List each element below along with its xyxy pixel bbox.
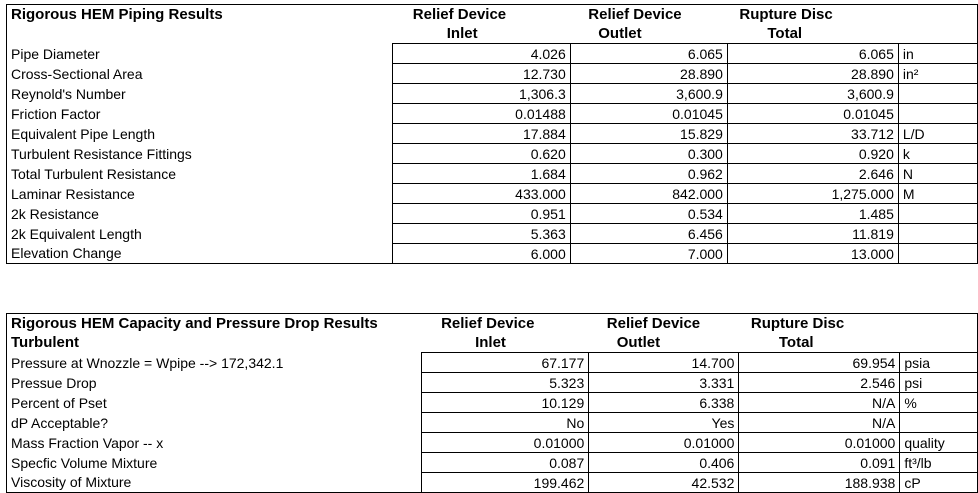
piping-row-label: Laminar Resistance [11, 185, 135, 202]
capacity-relief-outlet-value: 0.406 [589, 453, 739, 473]
piping-row-label: Elevation Change [11, 245, 122, 262]
capacity-rupture-total-value: N/A [739, 413, 900, 433]
piping-rupture-total-value: 3,600.9 [727, 84, 898, 104]
piping-unit [898, 204, 977, 224]
piping-unit [898, 224, 977, 244]
piping-unit: M [898, 184, 977, 204]
piping-relief-outlet-value: 0.01045 [570, 104, 727, 124]
piping-row [7, 184, 978, 204]
capacity-header-row-1 [7, 314, 978, 334]
capacity-row [7, 453, 978, 473]
piping-unit: L/D [898, 124, 977, 144]
capacity-relief-inlet-value: No [421, 413, 589, 433]
capacity-unit [900, 413, 978, 433]
capacity-unit: ft³/lb [900, 453, 978, 473]
piping-relief-inlet-value: 12.730 [393, 64, 571, 84]
piping-relief-inlet-value: 1.684 [393, 164, 571, 184]
capacity-rupture-total-value: 0.01000 [739, 433, 900, 453]
capacity-row-label: Pressure at Wnozzle = Wpipe --> 172,342.1 [11, 354, 284, 371]
piping-rupture-total-value: 1.485 [727, 204, 898, 224]
piping-header-row-2 [7, 24, 978, 44]
capacity-row-label: Mass Fraction Vapor -- x [11, 434, 164, 451]
capacity-relief-outlet-value: 42.532 [589, 473, 739, 493]
capacity-row [7, 433, 978, 453]
capacity-rupture-total-value: 0.091 [739, 453, 900, 473]
capacity-row [7, 413, 978, 433]
capacity-subtitle: Turbulent [11, 333, 80, 351]
capacity-rupture-total-value: N/A [739, 393, 900, 413]
piping-relief-inlet-value: 433.000 [393, 184, 571, 204]
piping-unit [898, 104, 977, 124]
piping-relief-outlet-value: 0.962 [570, 164, 727, 184]
piping-relief-outlet-value: 7.000 [570, 244, 727, 264]
capacity-relief-outlet-value: 6.338 [589, 393, 739, 413]
piping-rupture-total-value: 0.920 [727, 144, 898, 164]
capacity-rupture-total-value: 2.546 [739, 373, 900, 393]
piping-title: Rigorous HEM Piping Results [11, 5, 223, 23]
piping-row [7, 64, 978, 84]
piping-relief-inlet-value: 6.000 [393, 244, 571, 264]
capacity-row-label: Pressue Drop [11, 374, 97, 391]
piping-rupture-total-value: 6.065 [727, 44, 898, 64]
piping-relief-inlet-value: 0.951 [393, 204, 571, 224]
piping-col2-header: Relief Device [588, 5, 682, 23]
piping-relief-outlet-value: 6.456 [570, 224, 727, 244]
capacity-row [7, 473, 978, 493]
capacity-relief-outlet-value: Yes [589, 413, 739, 433]
piping-col1-header: Relief Device [412, 5, 507, 23]
capacity-relief-inlet-value: 5.323 [421, 373, 589, 393]
piping-relief-outlet-value: 842.000 [570, 184, 727, 204]
piping-relief-outlet-value: 15.829 [570, 124, 727, 144]
piping-relief-inlet-value: 0.01488 [393, 104, 571, 124]
capacity-col1-header: Relief Device [441, 314, 535, 332]
piping-row-label: 2k Equivalent Length [11, 225, 142, 242]
piping-rupture-total-value: 0.01045 [727, 104, 898, 124]
capacity-row-label: Viscosity of Mixture [11, 474, 132, 491]
piping-row-label: 2k Resistance [11, 205, 99, 222]
capacity-col3-header: Rupture Disc [750, 314, 845, 332]
capacity-unit: % [900, 393, 978, 413]
piping-relief-outlet-value: 28.890 [570, 64, 727, 84]
piping-relief-inlet-value: 4.026 [393, 44, 571, 64]
capacity-relief-inlet-value: 199.462 [421, 473, 589, 493]
capacity-col2-subheader: Outlet [616, 333, 661, 351]
piping-col3-header: Rupture Disc [739, 5, 833, 23]
piping-row [7, 44, 978, 64]
capacity-unit: psi [900, 373, 978, 393]
piping-row [7, 104, 978, 124]
capacity-row [7, 393, 978, 413]
piping-row [7, 204, 978, 224]
piping-row-label: Total Turbulent Resistance [11, 165, 176, 182]
capacity-row [7, 373, 978, 393]
piping-row-label: Reynold's Number [11, 85, 126, 102]
capacity-unit: cP [900, 473, 978, 493]
piping-relief-inlet-value: 0.620 [393, 144, 571, 164]
piping-row-label: Cross-Sectional Area [11, 65, 143, 82]
piping-col3-subheader: Total [767, 24, 803, 42]
piping-row-label: Pipe Diameter [11, 45, 100, 62]
piping-unit [898, 84, 977, 104]
capacity-relief-inlet-value: 67.177 [421, 353, 589, 373]
piping-rupture-total-value: 2.646 [727, 164, 898, 184]
capacity-relief-outlet-value: 3.331 [589, 373, 739, 393]
piping-row [7, 144, 978, 164]
piping-row-label: Friction Factor [11, 105, 101, 122]
capacity-relief-inlet-value: 0.01000 [421, 433, 589, 453]
capacity-header-row-2 [7, 333, 978, 353]
piping-unit-header [898, 5, 977, 25]
capacity-rupture-total-value: 188.938 [739, 473, 900, 493]
piping-relief-outlet-value: 0.300 [570, 144, 727, 164]
piping-relief-outlet-value: 6.065 [570, 44, 727, 64]
capacity-col3-subheader: Total [778, 333, 814, 351]
piping-row [7, 124, 978, 144]
piping-rupture-total-value: 33.712 [727, 124, 898, 144]
piping-unit: in [898, 44, 977, 64]
piping-data-rows [7, 44, 978, 264]
piping-col2-subheader: Outlet [598, 24, 642, 42]
capacity-data-rows [7, 353, 978, 493]
piping-row [7, 164, 978, 184]
piping-row-label: Equivalent Pipe Length [11, 125, 155, 142]
capacity-relief-outlet-value: 0.01000 [589, 433, 739, 453]
capacity-relief-outlet-value: 14.700 [589, 353, 739, 373]
piping-relief-inlet-value: 17.884 [393, 124, 571, 144]
piping-unit: N [898, 164, 977, 184]
capacity-unit: psia [900, 353, 978, 373]
capacity-results-table [6, 313, 978, 493]
piping-relief-outlet-value: 0.534 [570, 204, 727, 224]
capacity-row-label: Percent of Pset [11, 394, 107, 411]
piping-unit: k [898, 144, 977, 164]
piping-results-table [6, 4, 978, 264]
capacity-relief-inlet-value: 10.129 [421, 393, 589, 413]
piping-rupture-total-value: 11.819 [727, 224, 898, 244]
capacity-rupture-total-value: 69.954 [739, 353, 900, 373]
piping-rupture-total-value: 1,275.000 [727, 184, 898, 204]
piping-relief-outlet-value: 3,600.9 [570, 84, 727, 104]
piping-relief-inlet-value: 5.363 [393, 224, 571, 244]
capacity-row-label: dP Acceptable? [11, 414, 109, 431]
capacity-row-label: Specfic Volume Mixture [11, 454, 158, 471]
piping-header-row-1 [7, 5, 978, 25]
capacity-title: Rigorous HEM Capacity and Pressure Drop Results [11, 314, 378, 332]
capacity-unit: quality [900, 433, 978, 453]
piping-rupture-total-value: 13.000 [727, 244, 898, 264]
piping-row [7, 244, 978, 264]
capacity-relief-inlet-value: 0.087 [421, 453, 589, 473]
piping-relief-inlet-value: 1,306.3 [393, 84, 571, 104]
capacity-col2-header: Relief Device [606, 314, 701, 332]
capacity-col1-subheader: Inlet [475, 333, 506, 351]
piping-row [7, 224, 978, 244]
piping-rupture-total-value: 28.890 [727, 64, 898, 84]
piping-col1-subheader: Inlet [446, 24, 478, 42]
piping-unit [898, 244, 977, 264]
piping-row [7, 84, 978, 104]
piping-row-label: Turbulent Resistance Fittings [11, 145, 192, 162]
capacity-row [7, 353, 978, 373]
piping-unit: in² [898, 64, 977, 84]
